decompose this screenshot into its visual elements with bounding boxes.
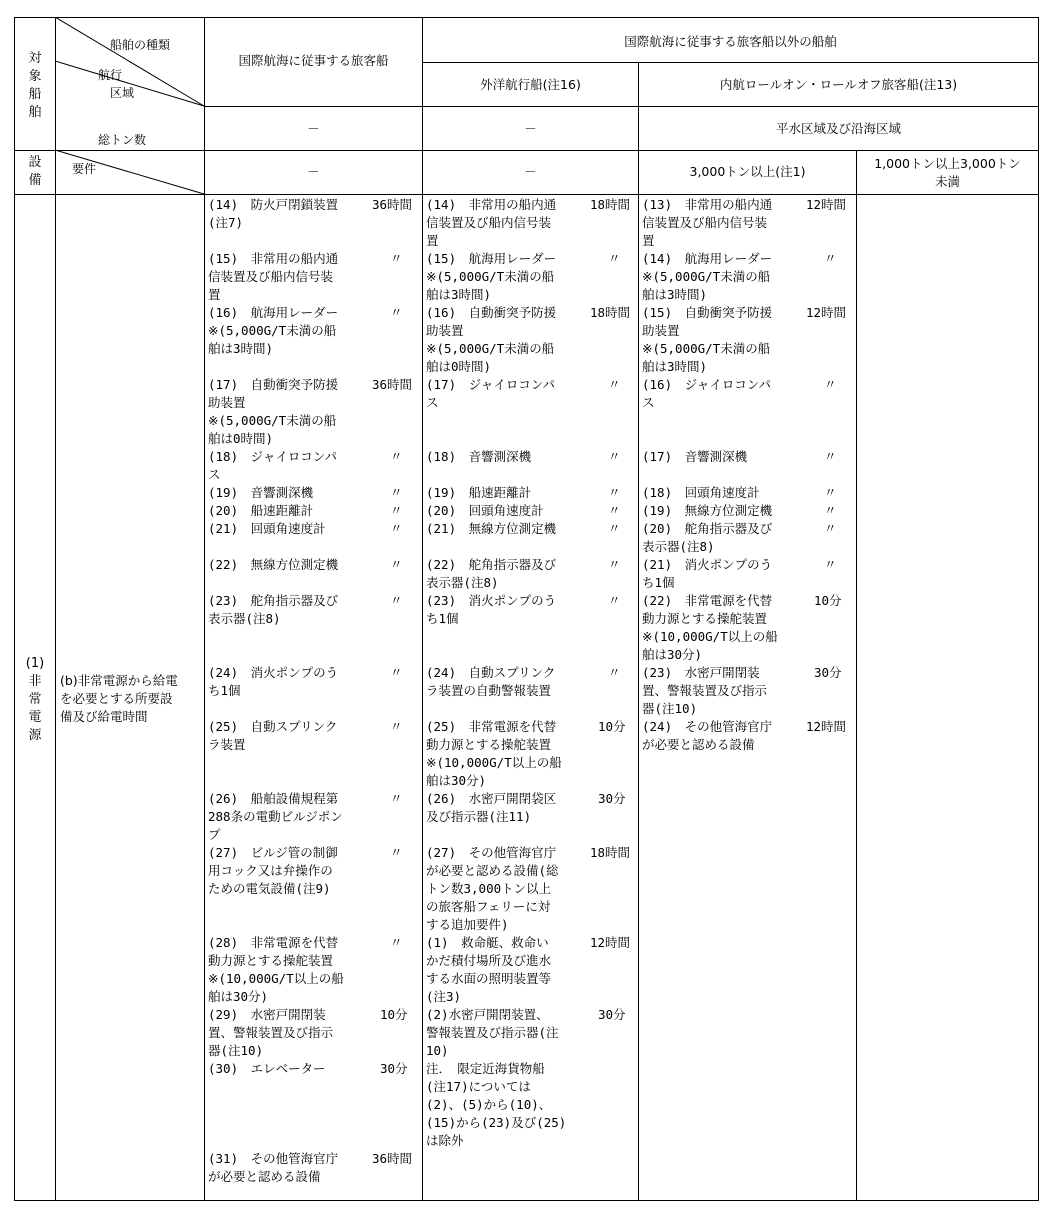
- navigation-area-label: 航行 区域: [98, 68, 135, 100]
- entry-time: 〃: [824, 485, 837, 500]
- entry-time: 10分: [814, 593, 842, 608]
- entry-time: 12時間: [806, 719, 847, 734]
- entry-text: (29) 水密戸開閉装 置、警報装置及び指示 器(注10): [208, 1007, 334, 1058]
- entry-text: (16) 航海用レーダー ※(5,000G/T未満の船 舶は3時間): [208, 305, 339, 356]
- entry-text: (21) 消火ポンプのう ち1個: [642, 557, 773, 590]
- row-divider-b: [204, 106, 1038, 107]
- entry-text: (19) 船速距離計: [426, 485, 532, 500]
- gross-tonnage-label: 総トン数: [98, 133, 147, 147]
- entry-time: 〃: [390, 791, 403, 806]
- entry-text: (16) ジャイロコンパ ス: [642, 377, 771, 410]
- entry-text: (30) エレベーター: [208, 1061, 326, 1076]
- entry-time: 〃: [608, 593, 621, 608]
- ocean-going-header: 外洋航行船(注16): [480, 77, 581, 92]
- requirement-dash-2: －: [524, 164, 537, 179]
- entry-text: (17) 自動衝突予防援 助装置 ※(5,000G/T未満の船 舶は0時間): [208, 377, 339, 446]
- entry-text: (24) 自動スプリンク ラ装置の自動警報装置: [426, 665, 556, 698]
- col-divider-5: [856, 150, 857, 1201]
- entry-text: (28) 非常電源を代替 動力源とする操舵装置 ※(10,000G/T以上の船 舶は30分): [208, 935, 344, 1004]
- entry-time: 〃: [390, 665, 403, 680]
- entry-text: (31) その他管海官庁 が必要と認める設備: [208, 1151, 339, 1184]
- entry-text: (22) 無線方位測定機: [208, 557, 339, 572]
- entry-time: 〃: [390, 593, 403, 608]
- entry-text: (23) 水密戸開閉装 置、警報装置及び指示 器(注10): [642, 665, 768, 716]
- entry-text: (23) 消火ポンプのう ち1個: [426, 593, 557, 626]
- requirement-label: 要件: [72, 162, 97, 176]
- tonnage-dash-1: －: [307, 121, 320, 136]
- entry-text: (20) 回頭角速度計: [426, 503, 544, 518]
- entry-time: 〃: [390, 305, 403, 320]
- entry-text: (13) 非常用の船内通 信装置及び船内信号装 置: [642, 197, 773, 248]
- entry-time: 12時間: [590, 935, 631, 950]
- entry-text: (19) 無線方位測定機: [642, 503, 773, 518]
- tonnage-dash-2: －: [524, 121, 537, 136]
- entry-text: (15) 航海用レーダー ※(5,000G/T未満の船 舶は3時間): [426, 251, 557, 302]
- entry-time: 〃: [824, 557, 837, 572]
- entry-time: 〃: [390, 449, 403, 464]
- column-domestic-1000-3000: [858, 196, 1036, 1196]
- entry-text: (23) 舵角指示器及び 表示器(注8): [208, 593, 339, 626]
- entry-time: 12時間: [806, 305, 847, 320]
- col-divider-4: [638, 62, 639, 1201]
- tonnage-1000-3000-header: 1,000トン以上3,000トン 未満: [874, 156, 1021, 189]
- entry-time: 36時間: [372, 377, 413, 392]
- entry-text: (2)水密戸開閉装置、 警報装置及び指示器(注 10): [426, 1007, 559, 1058]
- entry-time: 〃: [390, 935, 403, 950]
- domestic-roro-header: 内航ロールオン・ロールオフ旅客船(注13): [719, 77, 958, 92]
- row-divider-a: [422, 62, 1038, 63]
- entry-time: 36時間: [372, 197, 413, 212]
- entry-time: 〃: [608, 521, 621, 536]
- target-ship-label: 対 象 船 舶: [28, 51, 42, 120]
- entry-time: 〃: [608, 485, 621, 500]
- entry-text: (1) 救命艇、救命い かだ積付場所及び進水 する水面の照明装置等 (注3): [426, 935, 552, 1004]
- entry-time: 〃: [608, 377, 621, 392]
- entry-time: 〃: [390, 557, 403, 572]
- entry-time: 30分: [380, 1061, 408, 1076]
- entry-time: 12時間: [806, 197, 847, 212]
- tonnage-3000-header: 3,000トン以上(注1): [689, 164, 806, 179]
- entry-text: (27) ビルジ管の制御 用コック又は弁操作の ための電気設備(注9): [208, 845, 338, 896]
- entry-text: (21) 回頭角速度計: [208, 521, 326, 536]
- entry-time: 〃: [824, 251, 837, 266]
- entry-time: 〃: [390, 503, 403, 518]
- entry-text: (26) 船舶設備規程第 288条の電動ビルジポン プ: [208, 791, 343, 842]
- entry-time: 〃: [824, 503, 837, 518]
- ship-type-label: 船舶の種類: [110, 38, 171, 52]
- entry-time: 18時間: [590, 197, 631, 212]
- subcategory-label: (b)非常電源から給電 を必要とする所要設 備及び給電時間: [60, 673, 178, 724]
- entry-time: 30分: [598, 791, 626, 806]
- entry-text: (17) ジャイロコンパ ス: [426, 377, 555, 410]
- requirement-dash-1: －: [307, 164, 320, 179]
- entry-time: 〃: [608, 449, 621, 464]
- entry-time: 〃: [390, 845, 403, 860]
- entry-text: (15) 自動衝突予防援 助装置 ※(5,000G/T未満の船 舶は3時間): [642, 305, 773, 374]
- entry-time: 18時間: [590, 305, 631, 320]
- entry-time: 30分: [598, 1007, 626, 1022]
- entry-note: 注． 限定近海貨物船 (注17)については (2)、(5)から(10)、 (15)から(23)及び(25) は除外: [426, 1061, 567, 1148]
- entry-time: 〃: [824, 521, 837, 536]
- entry-text: (24) 消火ポンプのう ち1個: [208, 665, 339, 698]
- entry-time: 〃: [608, 665, 621, 680]
- entry-time: 30分: [814, 665, 842, 680]
- entry-time: 〃: [608, 251, 621, 266]
- entry-time: 36時間: [372, 1151, 413, 1166]
- entry-text: (16) 自動衝突予防援 助装置 ※(5,000G/T未満の船 舶は0時間): [426, 305, 557, 374]
- entry-text: (18) ジャイロコンパ ス: [208, 449, 337, 482]
- entry-time: 〃: [824, 449, 837, 464]
- entry-time: 10分: [598, 719, 626, 734]
- entry-text: (26) 水密戸開閉袋区 及び指示器(注11): [426, 791, 557, 824]
- entry-text: (15) 非常用の船内通 信装置及び船内信号装 置: [208, 251, 339, 302]
- entry-text: (19) 音響測深機: [208, 485, 314, 500]
- entry-time: 〃: [824, 377, 837, 392]
- entry-text: (27) その他管海官庁 が必要と認める設備(総 トン数3,000トン以上 の旅客船フェリーに対 する追加要件): [426, 845, 559, 932]
- entry-text: (14) 防火戸閉鎖装置 (注7): [208, 197, 339, 230]
- entry-text: (20) 舵角指示器及び 表示器(注8): [642, 521, 773, 554]
- entry-time: 〃: [390, 521, 403, 536]
- entry-text: (18) 音響測深機: [426, 449, 532, 464]
- entry-text: (22) 非常電源を代替 動力源とする操舵装置 ※(10,000G/T以上の船 舶は30分): [642, 593, 778, 662]
- equipment-label: 設 備: [28, 155, 42, 188]
- table-border-bottom: [14, 1200, 1039, 1201]
- entry-text: (25) 非常電源を代替 動力源とする操舵装置 ※(10,000G/T以上の船 舶は30分): [426, 719, 562, 788]
- entry-time: 〃: [608, 557, 621, 572]
- entry-text: (14) 航海用レーダー ※(5,000G/T未満の船 舶は3時間): [642, 251, 773, 302]
- entry-text: (17) 音響測深機: [642, 449, 748, 464]
- entry-text: (18) 回頭角速度計: [642, 485, 760, 500]
- entry-time: 〃: [608, 503, 621, 518]
- entry-text: (22) 舵角指示器及び 表示器(注8): [426, 557, 557, 590]
- entry-text: (24) その他管海官庁 が必要と認める設備: [642, 719, 773, 752]
- entry-time: 18時間: [590, 845, 631, 860]
- entry-text: (25) 自動スプリンク ラ装置: [208, 719, 338, 752]
- intl-other-header: 国際航海に従事する旅客船以外の船舶: [624, 34, 837, 49]
- smooth-coastal-header: 平水区域及び沿海区域: [775, 121, 901, 136]
- entry-text: (14) 非常用の船内通 信装置及び船内信号装 置: [426, 197, 557, 248]
- entry-time: 10分: [380, 1007, 408, 1022]
- entry-text: (20) 船速距離計: [208, 503, 314, 518]
- entry-time: 〃: [390, 719, 403, 734]
- category-label: (1) 非 常 電 源: [25, 656, 45, 743]
- entry-text: (21) 無線方位測定機: [426, 521, 557, 536]
- intl-passenger-header: 国際航海に従事する旅客船: [238, 53, 389, 68]
- entry-time: 〃: [390, 251, 403, 266]
- entry-time: 〃: [390, 485, 403, 500]
